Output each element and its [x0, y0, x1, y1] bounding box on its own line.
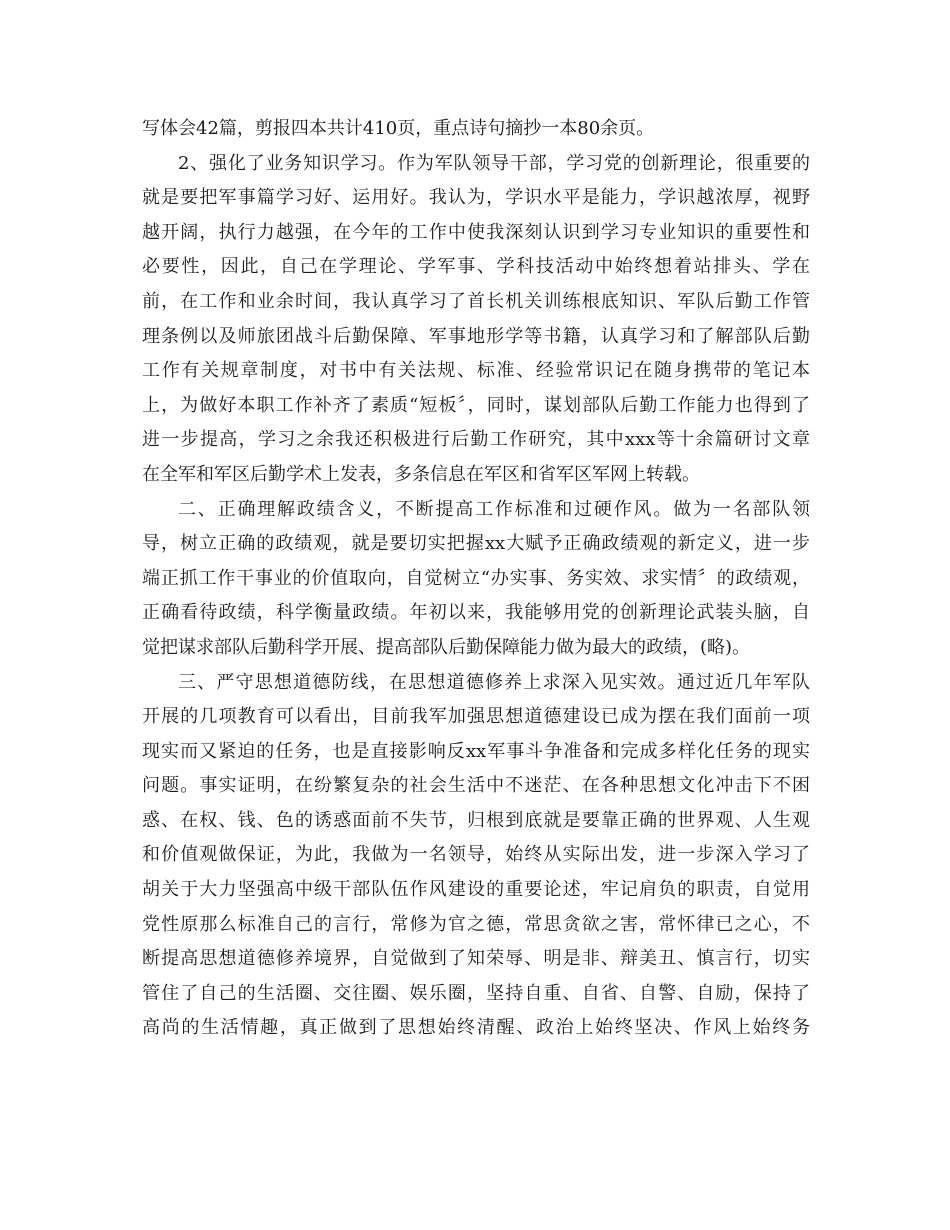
- text-line: 问题。事实证明，在纷繁复杂的社会生活中不迷茫、在各种思想文化冲击下不困: [142, 775, 810, 797]
- text-line: 开展的几项教育可以看出，目前我军加强思想道德建设已成为摆在我们面前一项: [142, 706, 810, 728]
- text-line: 2、强化了业务知识学习。作为军队领导干部，学习党的创新理论，很重要的: [178, 152, 810, 174]
- text-line: 和价值观做保证，为此，我做为一名领导，始终从实际出发，进一步深入学习了: [142, 844, 810, 866]
- text-line: 高尚的生活情趣，真正做到了思想始终清醒、政治上始终坚决、作风上始终务: [142, 1017, 810, 1039]
- text-line: 在全军和军区后勤学术上发表，多条信息在军区和省军区军网上转载。: [142, 463, 700, 485]
- document-body: [142, 112, 810, 1046]
- text-line: 工作有关规章制度，对书中有关法规、标准、经验常识记在随身携带的笔记本: [142, 360, 810, 382]
- text-line: 觉把谋求部队后勤科学开展、提高部队后勤保障能力做为最大的政绩，(略)。: [142, 636, 751, 658]
- text-line: 前，在工作和业余时间，我认真学习了首长机关训练根底知识、军队后勤工作管: [142, 290, 810, 312]
- text-line: 就是要把军事篇学习好、运用好。我认为，学识水平是能力，学识越浓厚，视野: [142, 187, 810, 209]
- text-line: 必要性，因此，自己在学理论、学军事、学科技活动中始终想着站排头、学在: [142, 256, 810, 278]
- text-line: 胡关于大力坚强高中级干部队伍作风建设的重要论述，牢记肩负的职责，自觉用: [142, 879, 810, 901]
- text-line: 上，为做好本职工作补齐了素质“短板〞，同时，谋划部队后勤工作能力也得到了: [142, 394, 810, 416]
- text-line: 正确看待政绩，科学衡量政绩。年初以来，我能够用党的创新理论武装头脑，自: [142, 602, 810, 624]
- text-line: 党性原那么标准自己的言行，常修为官之德，常思贪欲之害，常怀律已之心，不: [142, 913, 810, 935]
- text-line: 二、正确理解政绩含义，不断提高工作标准和过硬作风。做为一名部队领: [178, 498, 810, 520]
- text-line: 现实而又紧迫的任务，也是直接影响反xx军事斗争准备和完成多样化任务的现实: [142, 740, 810, 762]
- text-line: 端正抓工作干事业的价值取向，自觉树立“办实事、务实效、求实情〞的政绩观，: [142, 567, 810, 589]
- text-line: 理条例以及师旅团战斗后勤保障、军事地形学等书籍，认真学习和了解部队后勤: [142, 325, 810, 347]
- text-line: 管住了自己的生活圈、交往圈、娱乐圈，坚持自重、自省、自警、自励，保持了: [142, 982, 810, 1004]
- text-line: 惑、在权、钱、色的诱惑面前不失节，归根到底就是要靠正确的世界观、人生观: [142, 809, 810, 831]
- text-line: 进一步提高，学习之余我还积极进行后勤工作研究，其中xxx等十余篇研讨文章: [142, 429, 810, 451]
- text-line: 越开阔，执行力越强，在今年的工作中使我深刻认识到学习专业知识的重要性和: [142, 221, 810, 243]
- text-line: 三、严守思想道德防线，在思想道德修养上求深入见实效。通过近几年军队: [178, 671, 810, 693]
- text-line: 断提高思想道德修养境界，自觉做到了知荣辱、明是非、辩美丑、慎言行，切实: [142, 948, 810, 970]
- text-line: 导，树立正确的政绩观，就是要切实把握xx大赋予正确政绩观的新定义，进一步: [142, 533, 810, 555]
- text-line: 写体会42篇，剪报四本共计410页，重点诗句摘抄一本80余页。: [142, 118, 655, 139]
